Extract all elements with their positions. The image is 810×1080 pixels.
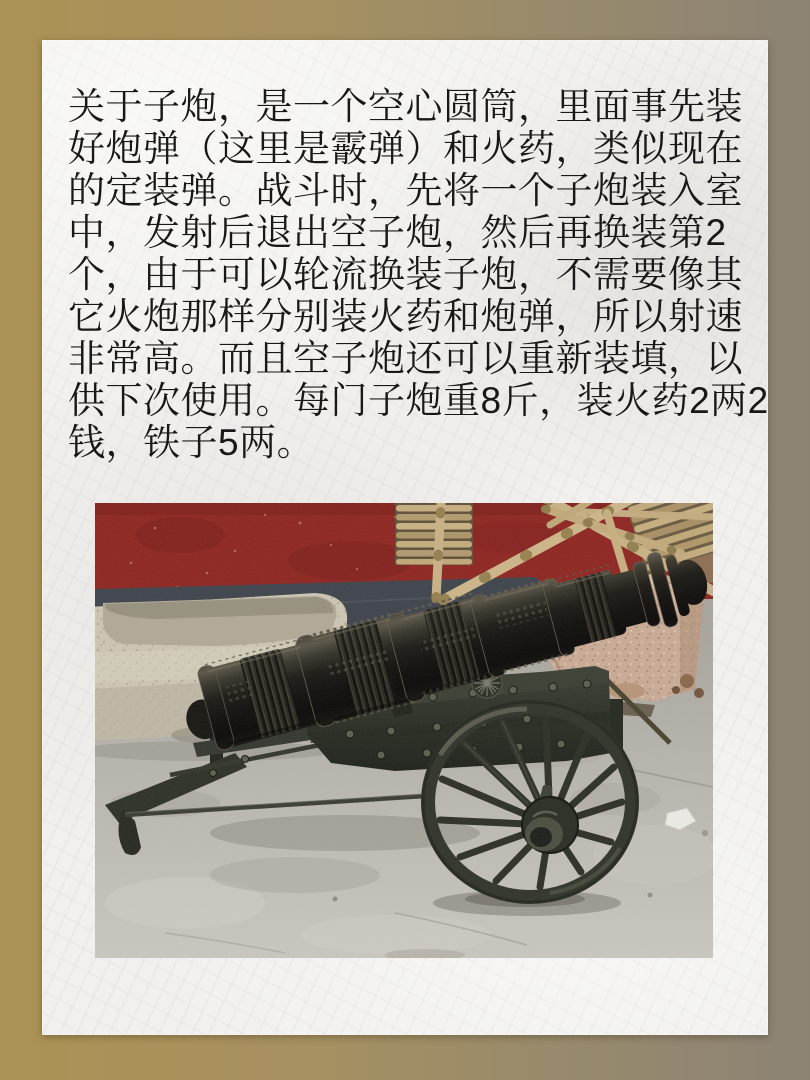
text-line: 关于子炮，是一个空心圆筒，里面事先装: [68, 86, 743, 127]
text-line: 好炮弹（这里是霰弹）和火药，类似现在: [68, 128, 743, 169]
text-line: 钱，铁子5两。: [68, 422, 315, 463]
text-line: 中，发射后退出空子炮，然后再换装第2: [68, 212, 727, 253]
text-line: 个，由于可以轮流换装子炮，不需要像其: [68, 254, 743, 295]
text-line: 供下次使用。每门子炮重8斤，装火药2两2: [68, 380, 769, 421]
photo-noise: [95, 503, 713, 958]
paper-card: [42, 40, 768, 1035]
text-line: 它火炮那样分别装火药和炮弹，所以射速: [68, 296, 743, 337]
text-line: 的定装弹。战斗时，先将一个子炮装入室: [68, 170, 743, 211]
article-text: [68, 86, 769, 464]
text-line: 非常高。而且空子炮还可以重新装填，以: [68, 338, 743, 379]
cannon-photo: [95, 503, 713, 958]
